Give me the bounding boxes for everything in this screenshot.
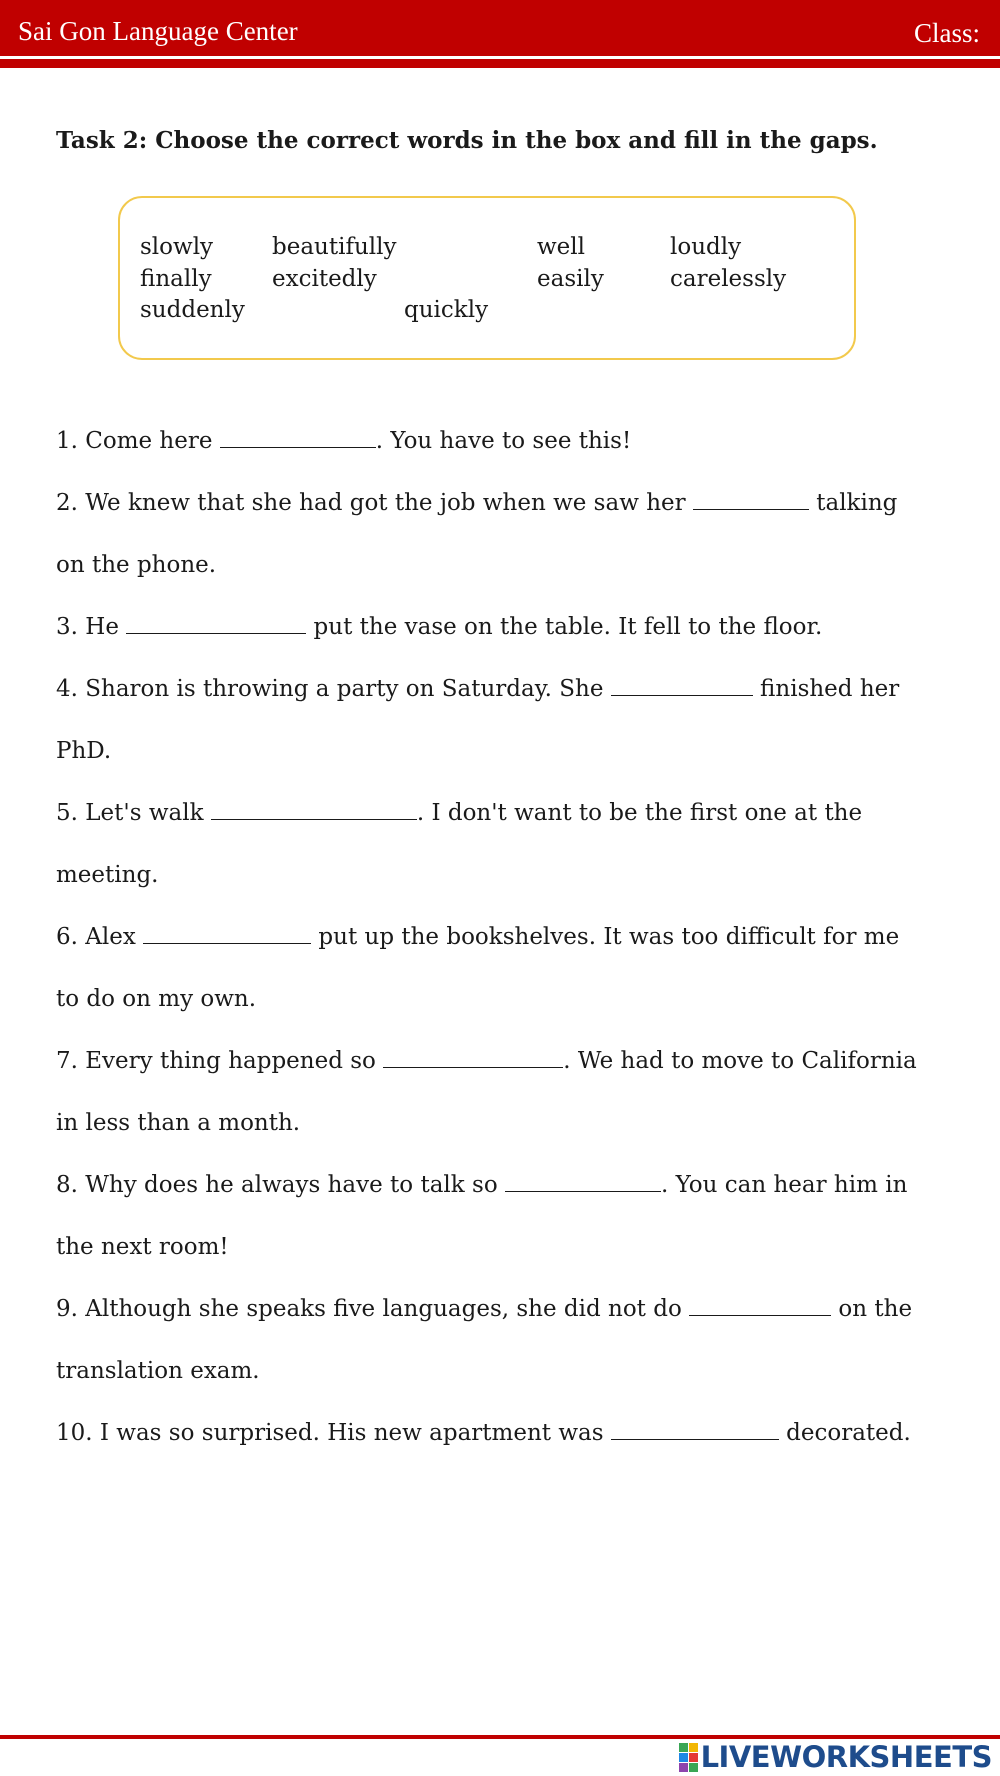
question-text: 10. I was so surprised. His new apartment was [56,1420,611,1446]
question-text: talking [808,490,898,516]
answer-blank[interactable] [211,818,417,820]
question-text: 7. Every thing happened so [56,1048,384,1074]
question-4-continuation: PhD. [56,738,112,764]
answer-blank[interactable] [611,694,753,696]
question-6 [56,926,899,949]
question-text: 3. He [56,614,127,640]
question-text: 2. We knew that she had got the job when we saw her [56,490,693,516]
question-3 [56,616,822,639]
question-text: decorated. [778,1420,911,1446]
question-8-continuation: the next room! [56,1234,229,1260]
answer-blank[interactable] [220,446,376,448]
answer-blank[interactable] [505,1190,661,1192]
question-7-continuation: in less than a month. [56,1110,301,1136]
question-2-continuation: on the phone. [56,552,217,578]
word-bank-item: slowly [140,234,214,260]
logo-text: LIVEWORKSHEETS [700,1740,992,1774]
task-title: Task 2: Choose the correct words in the box and fill in the gaps. [56,127,878,154]
answer-blank[interactable] [689,1314,831,1316]
footer-divider [0,1735,1000,1739]
answer-blank[interactable] [143,942,311,944]
question-text: . I don't want to be the first one at the [416,800,863,826]
question-text: 9. Although she speaks five languages, she did not do [56,1296,690,1322]
question-text: 4. Sharon is throwing a party on Saturday. She [56,676,611,702]
word-bank-item: well [537,234,586,260]
word-bank-item: carelessly [670,266,787,292]
question-text: 6. Alex [56,924,144,950]
question-5-continuation: meeting. [56,862,159,888]
question-10 [56,1422,911,1445]
question-text: . You have to see this! [375,428,632,454]
answer-blank[interactable] [693,508,809,510]
question-6-continuation: to do on my own. [56,986,257,1012]
word-bank-item: suddenly [140,297,245,323]
answer-blank[interactable] [126,632,306,634]
class-label: Class: [913,18,980,48]
word-bank-item: finally [140,266,212,292]
question-text: . You can hear him in [660,1172,908,1198]
question-text: 8. Why does he always have to talk so [56,1172,505,1198]
logo-icon [679,1743,698,1772]
answer-blank[interactable] [611,1438,779,1440]
word-bank-item: beautifully [272,234,397,260]
header-bottom-band [0,59,1000,68]
question-8 [56,1174,907,1197]
question-text: put the vase on the table. It fell to the floor. [306,614,823,640]
question-text: . We had to move to California [563,1048,917,1074]
question-9 [56,1298,912,1321]
question-5 [56,802,862,825]
question-9-continuation: translation exam. [56,1358,260,1384]
question-7 [56,1050,917,1073]
answer-blank[interactable] [383,1066,563,1068]
word-bank-item: excitedly [272,266,377,292]
center-name: Sai Gon Language Center [18,16,298,46]
question-text: finished her [752,676,900,702]
liveworksheets-logo [679,1740,992,1774]
question-text: put up the bookshelves. It was too difficult for me [311,924,900,950]
header-bar [0,0,1000,56]
question-4 [56,678,899,701]
question-2 [56,492,897,515]
question-1 [56,430,631,453]
word-bank-item: quickly [404,297,489,323]
question-text: on the [831,1296,913,1322]
question-text: 1. Come here [56,428,220,454]
question-text: 5. Let's walk [56,800,211,826]
word-bank-item: loudly [670,234,742,260]
word-bank-item: easily [537,266,604,292]
